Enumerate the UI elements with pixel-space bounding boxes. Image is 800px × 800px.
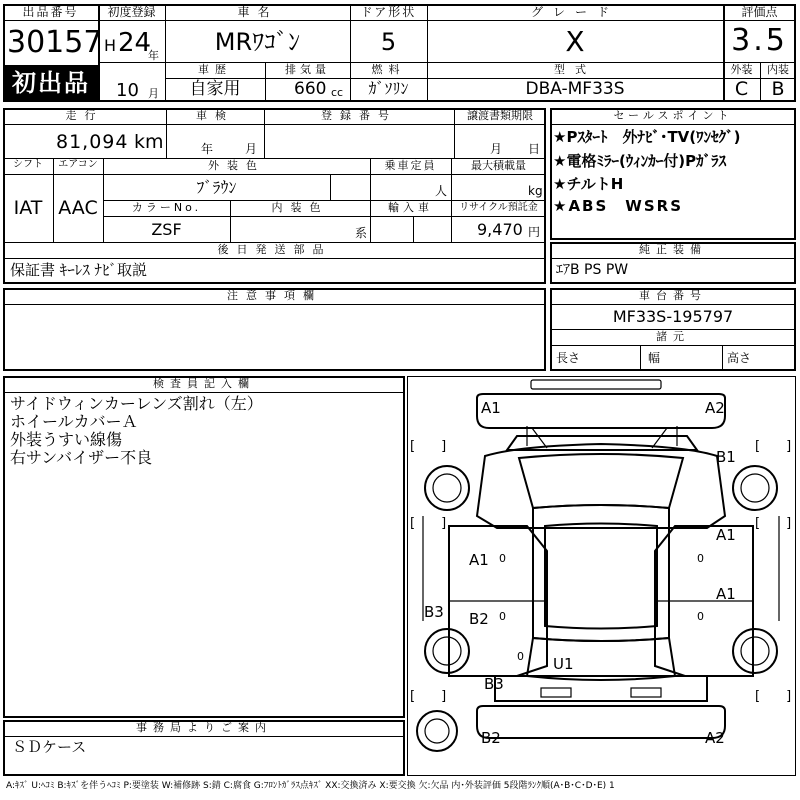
import-label: 輸入車 (388, 201, 433, 214)
equipment-value: ｴｱB PS PW (556, 262, 629, 278)
bracket-right-top: [ ] (755, 439, 792, 454)
reg-year-unit: 年 (148, 49, 159, 62)
grade-value: X (565, 25, 585, 58)
bracket-right-low: [ ] (755, 689, 792, 704)
score-value: 3.5 (731, 23, 788, 58)
mark-right-front-fender: B1 (716, 448, 736, 466)
office-label: 事務局よりご案内 (136, 721, 272, 734)
bracket-left-mid: [ ] (410, 516, 447, 531)
car-name: MRﾜｺﾞﾝ (214, 28, 301, 56)
doors-value: 5 (380, 28, 397, 56)
svg-text:0: 0 (517, 650, 524, 663)
mileage-unit: km (134, 131, 164, 153)
mark-left-rear-door: B2 (469, 610, 489, 628)
office-value: ＳＤケース (12, 738, 87, 756)
chassis-value: MF33S-195797 (612, 307, 734, 326)
interior-unit: 系 (355, 226, 368, 240)
color-label: 外装色 (208, 159, 265, 172)
displacement-unit: cc (331, 86, 344, 99)
color-value: ﾌﾞﾗｳﾝ (196, 178, 237, 197)
transfer-month-unit: 月 (490, 142, 503, 156)
legend: A:ｷｽﾞ U:ﾍｺﾐ B:ｷｽﾞを伴うﾍｺﾐ P:要塗装 W:補修跡 S:錆 C:腐食 G:ﾌﾛﾝﾄｶﾞﾗｽ点ｷｽﾞ XX:交換済み X:要交換 欠:欠品 内･外装評価 5段階ﾗﾝｸ順(A･B･C･D･E) 1 (6, 781, 615, 791)
capacity-unit: 人 (435, 184, 448, 198)
fuel-value: ｶﾞｿﾘﾝ (368, 79, 409, 98)
reg-year: 24 (118, 28, 152, 58)
mark-right-front-door: A1 (716, 526, 736, 544)
sales-point-3: ★チルトH (553, 175, 624, 193)
sales-label: セールスポイント (613, 109, 733, 122)
later-parts-label: 後日発送部品 (217, 243, 332, 256)
regno-label: 登録番号 (321, 109, 397, 122)
sales-point-4: ★ABS WSRS (553, 197, 683, 215)
capacity-label: 乗車定員 (384, 159, 437, 172)
inspector-label: 検査員記入欄 (153, 377, 255, 390)
mileage-label: 走行 (65, 109, 104, 122)
mark-front-right: A2 (705, 399, 725, 417)
history-value: 自家用 (189, 79, 241, 99)
mark-roof-rear: U1 (553, 655, 574, 673)
equipment-label: 純正装備 (639, 243, 707, 256)
svg-text:0: 0 (499, 552, 506, 565)
dims-width: 幅 (648, 351, 661, 365)
inspector-line-3: 外装うすい線傷 (10, 430, 123, 449)
shift-value: IAT (13, 197, 43, 219)
fuel-label: 燃料 (371, 63, 406, 76)
svg-text:0: 0 (697, 552, 704, 565)
sales-point-2: ★電格ﾐﾗｰ(ｳｨﾝｶｰ付)Pｶﾞﾗｽ (553, 152, 727, 170)
score-label: 評価点 (741, 5, 778, 19)
doors-label: ドア形状 (360, 5, 417, 19)
mark-rear-bumper-right: A2 (705, 729, 725, 747)
colorno-label: カラーNo. (131, 201, 202, 214)
inspector-line-4: 右サンバイザー不良 (10, 448, 153, 467)
mark-right-rear-door: A1 (716, 585, 736, 603)
recycle-unit: 円 (528, 225, 541, 239)
transfer-day-unit: 日 (528, 142, 541, 156)
load-unit: kg (528, 184, 543, 198)
dims-length: 長さ (556, 351, 581, 365)
displacement-value: 660 (294, 79, 327, 99)
bracket-left-top: [ ] (410, 439, 447, 454)
inspection-year-unit: 年 (201, 142, 214, 156)
mark-front-left: A1 (481, 399, 501, 417)
later-parts-value: 保証書 ｷｰﾚｽ ﾅﾋﾞ取説 (10, 261, 148, 279)
sales-point-1: ★Pｽﾀｰﾄ 外ﾅﾋﾞ･TV(ﾜﾝｾｸﾞ) (553, 128, 741, 146)
inspector-line-2: ホイールカバーＡ (10, 412, 138, 431)
model-label: 型式 (554, 63, 596, 76)
bracket-right-mid: [ ] (755, 516, 792, 531)
ext-grade-value: C (734, 78, 749, 100)
grade-label: グレード (530, 5, 619, 19)
recycle-value: 9,470 (477, 220, 523, 239)
mark-left-front-door: A1 (469, 551, 489, 569)
reg-label: 初度登録 (107, 5, 156, 19)
chassis-label: 車台番号 (639, 289, 707, 302)
inspector-line-1: サイドウィンカーレンズ割れ（左） (10, 394, 263, 413)
interior-label: 内装色 (271, 201, 329, 214)
bracket-left-low: [ ] (410, 689, 447, 704)
recycle-label: リサイクル預託金 (459, 202, 538, 213)
history-label: 車歴 (198, 63, 232, 76)
mark-rear-left-quarter: B3 (484, 675, 504, 693)
svg-text:0: 0 (499, 610, 506, 623)
mark-rear-bumper-left: B2 (481, 729, 501, 747)
svg-text:0: 0 (697, 610, 704, 623)
ext-grade-label: 外装 (730, 63, 753, 76)
vehicle-damage-diagram (407, 376, 796, 776)
transfer-label: 譲渡書類期限 (467, 109, 533, 122)
mark-left-side: B3 (424, 603, 444, 621)
dims-height: 高さ (727, 351, 752, 365)
displacement-label: 排気量 (285, 63, 330, 76)
notes-label: 注意事項欄 (227, 289, 322, 302)
int-grade-value: B (771, 78, 785, 100)
colorno-value: ZSF (151, 220, 182, 239)
inspection-label: 車検 (196, 109, 234, 122)
car-name-label: 車名 (237, 5, 278, 19)
inspection-month-unit: 月 (245, 142, 258, 156)
reg-month: 10 (116, 80, 139, 101)
first-listing-text: 初出品 (12, 69, 90, 97)
reg-month-unit: 月 (148, 87, 159, 100)
lot-number: 30157 (7, 25, 103, 60)
ac-label: エアコン (58, 159, 98, 170)
mileage-value: 81,094 (56, 131, 129, 153)
reg-era: H (104, 36, 117, 55)
model-value: DBA-MF33S (525, 79, 625, 99)
shift-label: シフト (13, 159, 43, 170)
lot-label: 出品番号 (22, 5, 79, 19)
dims-label: 諸元 (656, 330, 690, 343)
ac-value: AAC (58, 197, 98, 219)
load-label: 最大積載量 (471, 159, 526, 172)
int-grade-label: 内装 (767, 63, 789, 76)
